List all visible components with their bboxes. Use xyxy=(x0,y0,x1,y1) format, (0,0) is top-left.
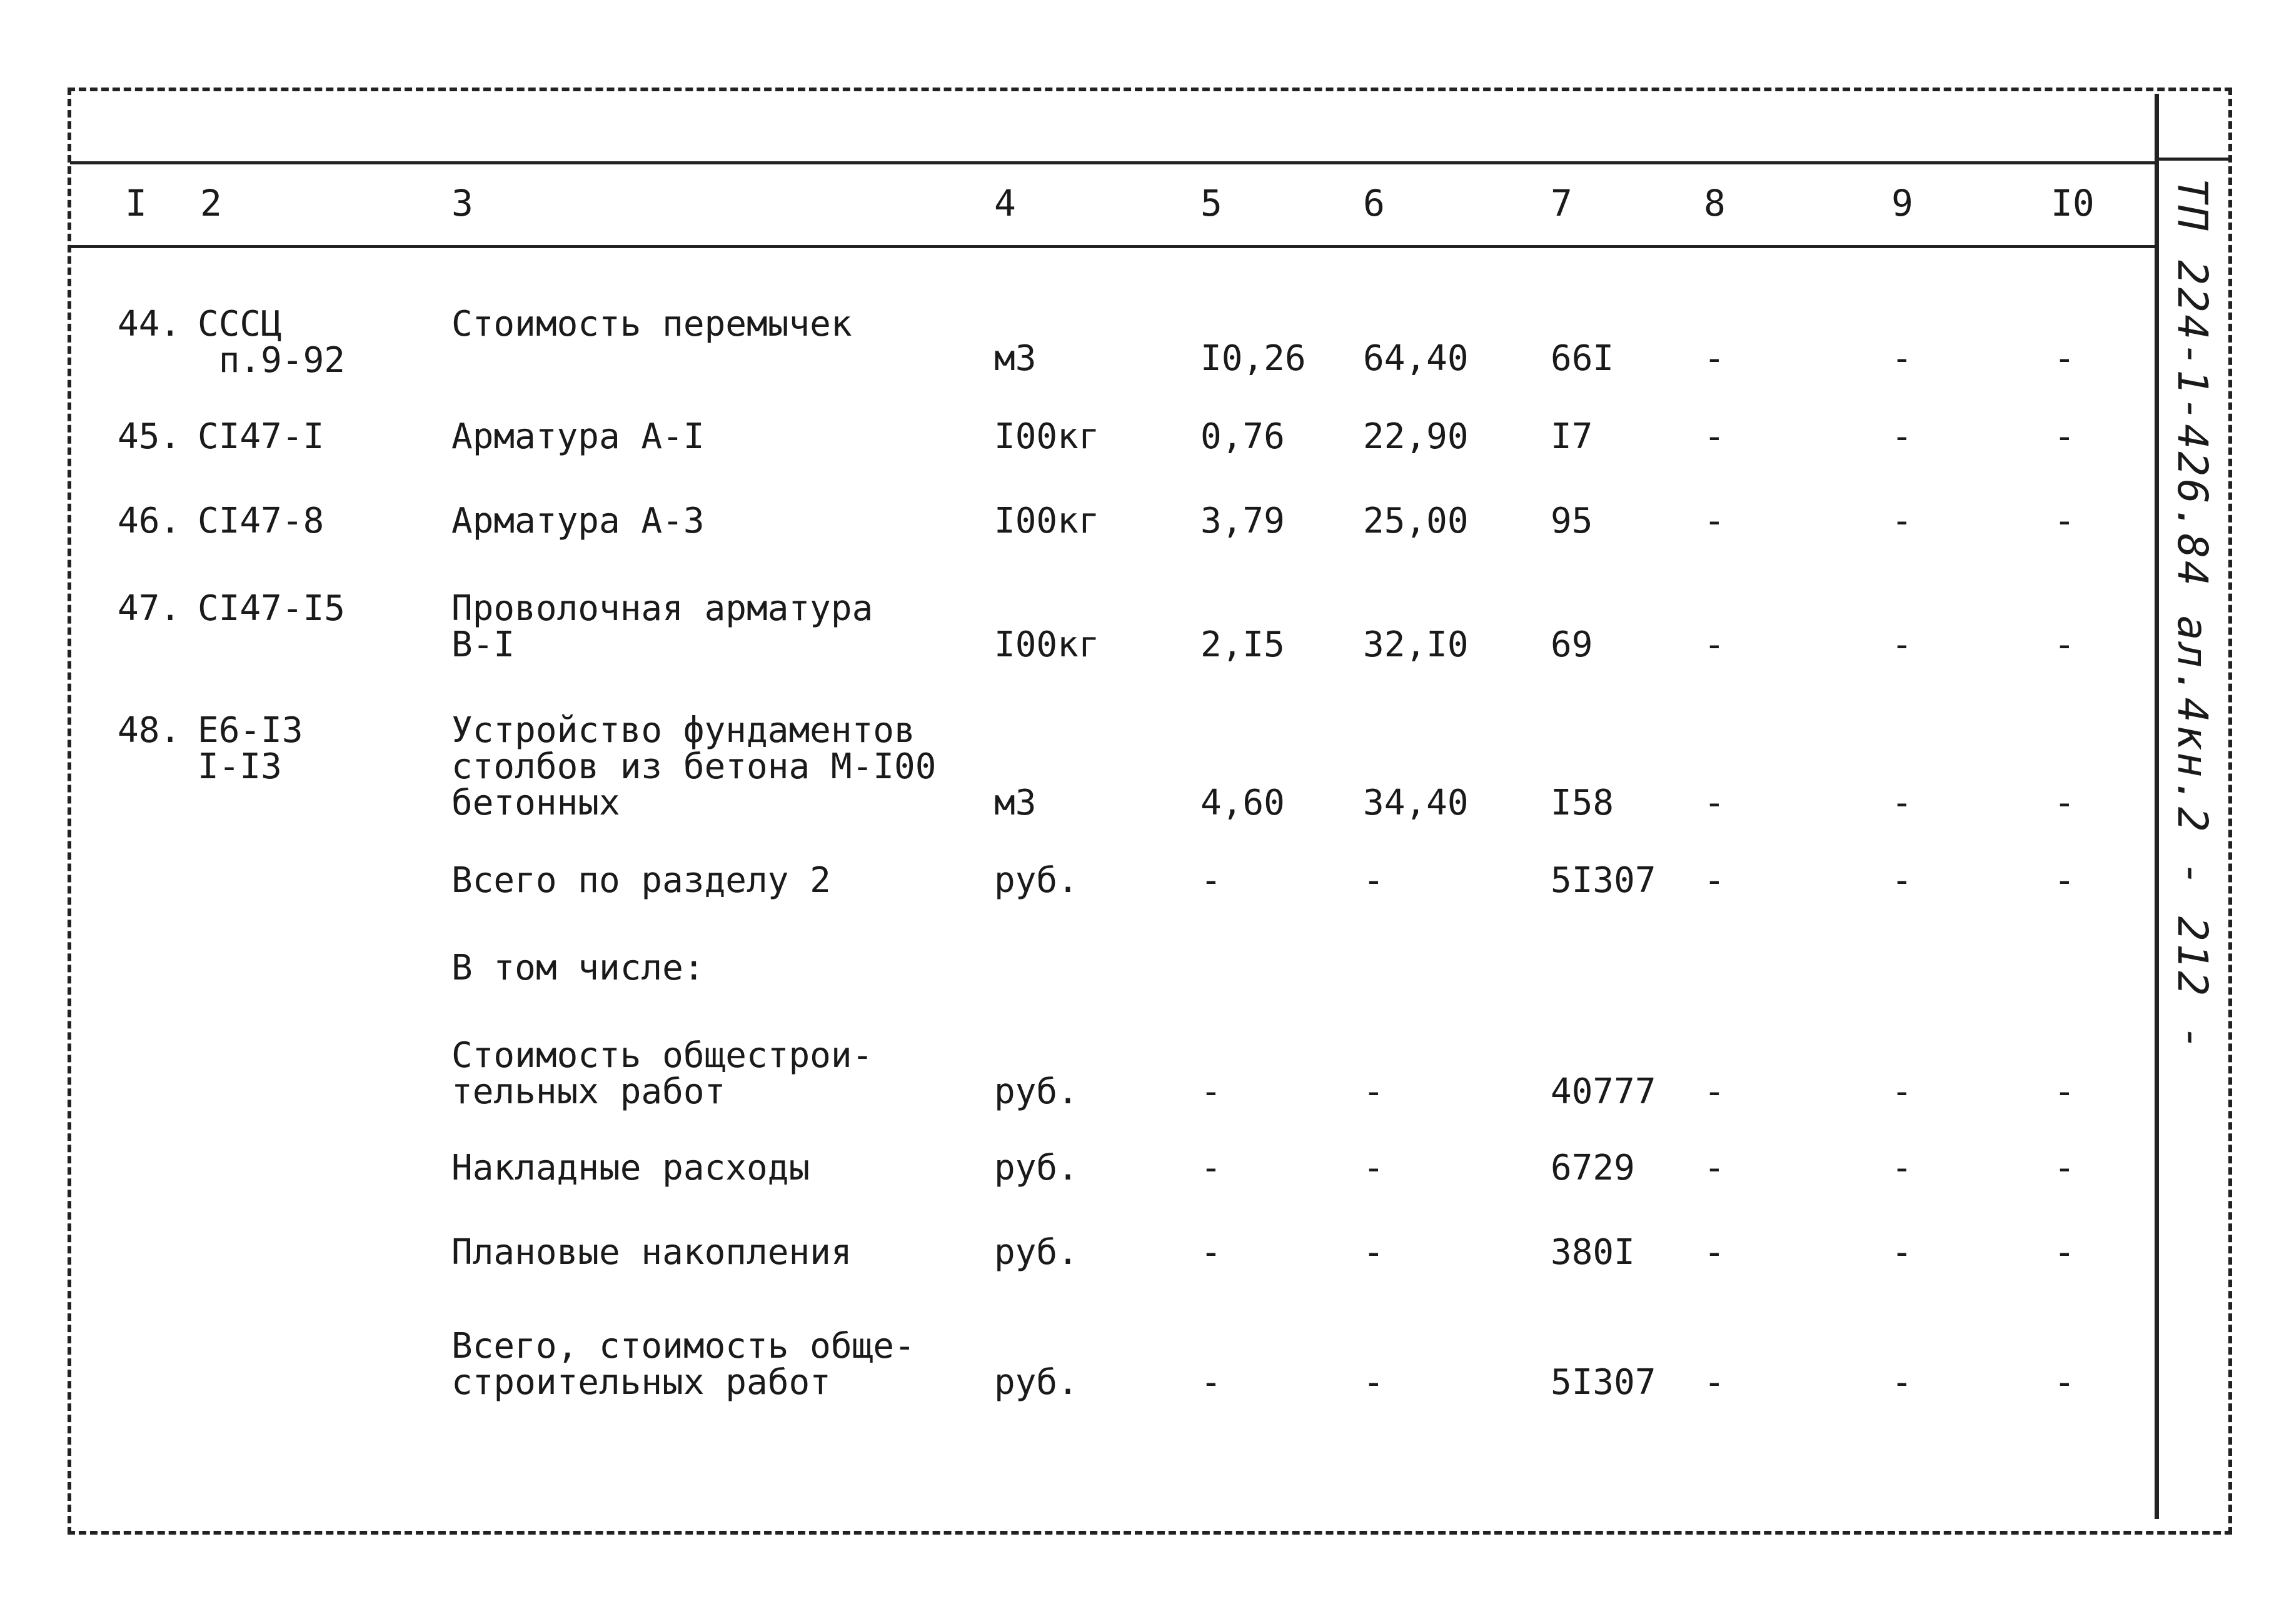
stamp-top-rule xyxy=(2159,158,2231,161)
row-3-num: 46. xyxy=(118,501,181,541)
row-5-c9: - xyxy=(1891,783,1913,823)
column-header-4: 4 xyxy=(994,182,1016,224)
row-1-price: 64,40 xyxy=(1363,338,1469,379)
row-9-total: 6729 xyxy=(1551,1148,1635,1188)
row-10-qty: - xyxy=(1200,1232,1222,1273)
row-4-name: Проволочная арматура В-I xyxy=(451,588,873,665)
row-3-c9: - xyxy=(1891,501,1913,541)
row-4-unit: I00кг xyxy=(994,624,1100,665)
row-6-total: 5I307 xyxy=(1551,860,1656,901)
row-10-unit: руб. xyxy=(994,1232,1079,1273)
row-4-price: 32,I0 xyxy=(1363,624,1469,665)
row-9-name: Накладные расходы xyxy=(451,1148,810,1188)
row-8-name: Стоимость общестрои- тельных работ xyxy=(451,1035,873,1112)
row-5-qty: 4,60 xyxy=(1200,783,1285,823)
row-5-total: I58 xyxy=(1551,783,1614,823)
row-1-total: 66I xyxy=(1551,338,1614,379)
header-top-rule xyxy=(70,161,2155,164)
row-8-c10: - xyxy=(2054,1071,2075,1112)
row-6-price: - xyxy=(1363,860,1384,901)
row-5-code: Е6-I3 I-I3 xyxy=(198,710,303,787)
stamp-divider xyxy=(2155,94,2159,1519)
column-header-2: 2 xyxy=(200,182,222,224)
column-header-6: 6 xyxy=(1363,182,1385,224)
row-8-total: 40777 xyxy=(1551,1071,1656,1112)
row-9-c9: - xyxy=(1891,1148,1913,1188)
row-4-c10: - xyxy=(2054,624,2075,665)
row-8-c8: - xyxy=(1704,1071,1725,1112)
row-3-name: Арматура А-3 xyxy=(451,501,705,541)
row-2-name: Арматура А-I xyxy=(451,416,705,457)
column-header-1: I xyxy=(125,182,147,224)
row-6-name: Всего по разделу 2 xyxy=(451,860,831,901)
column-header-9: 9 xyxy=(1891,182,1913,224)
row-9-qty: - xyxy=(1200,1148,1222,1188)
row-10-price: - xyxy=(1363,1232,1384,1273)
row-2-price: 22,90 xyxy=(1363,416,1469,457)
column-header-10: I0 xyxy=(2051,182,2095,224)
row-8-c9: - xyxy=(1891,1071,1913,1112)
row-4-total: 69 xyxy=(1551,624,1593,665)
document-stamp: ТП 224-1-426.84 ал.4кн.2 - 212 - xyxy=(2168,178,2216,1053)
row-8-qty: - xyxy=(1200,1071,1222,1112)
row-5-c8: - xyxy=(1704,783,1725,823)
row-8-price: - xyxy=(1363,1071,1384,1112)
row-4-c9: - xyxy=(1891,624,1913,665)
row-4-qty: 2,I5 xyxy=(1200,624,1285,665)
row-10-total: 380I xyxy=(1551,1232,1635,1273)
row-2-c10: - xyxy=(2054,416,2075,457)
row-11-name: Всего, стоимость обще- строительных работ xyxy=(451,1326,915,1403)
row-2-total: I7 xyxy=(1551,416,1593,457)
row-4-num: 47. xyxy=(118,588,181,629)
row-2-unit: I00кг xyxy=(994,416,1100,457)
row-6-c8: - xyxy=(1704,860,1725,901)
row-7-name: В том числе: xyxy=(451,948,705,988)
row-3-c10: - xyxy=(2054,501,2075,541)
row-9-unit: руб. xyxy=(994,1148,1079,1188)
row-5-c10: - xyxy=(2054,783,2075,823)
row-1-c8: - xyxy=(1704,338,1725,379)
column-header-3: 3 xyxy=(451,182,473,224)
row-2-c9: - xyxy=(1891,416,1913,457)
row-11-c10: - xyxy=(2054,1362,2075,1403)
row-2-qty: 0,76 xyxy=(1200,416,1285,457)
row-11-price: - xyxy=(1363,1362,1384,1403)
row-1-name: Стоимость перемычек xyxy=(451,304,852,344)
row-11-c9: - xyxy=(1891,1362,1913,1403)
row-1-num: 44. xyxy=(118,304,181,344)
header-bottom-rule xyxy=(70,245,2155,248)
row-4-c8: - xyxy=(1704,624,1725,665)
column-header-8: 8 xyxy=(1704,182,1726,224)
row-3-qty: 3,79 xyxy=(1200,501,1285,541)
row-8-unit: руб. xyxy=(994,1071,1079,1112)
row-1-c10: - xyxy=(2054,338,2075,379)
row-10-c10: - xyxy=(2054,1232,2075,1273)
row-1-unit: м3 xyxy=(994,338,1037,379)
row-3-total: 95 xyxy=(1551,501,1593,541)
row-3-c8: - xyxy=(1704,501,1725,541)
row-9-price: - xyxy=(1363,1148,1384,1188)
row-3-unit: I00кг xyxy=(994,501,1100,541)
row-6-unit: руб. xyxy=(994,860,1079,901)
row-11-qty: - xyxy=(1200,1362,1222,1403)
row-3-code: CI47-8 xyxy=(198,501,324,541)
row-5-name: Устройство фундаментов столбов из бетона М-I00 бетонных xyxy=(451,710,937,823)
row-4-code: CI47-I5 xyxy=(198,588,346,629)
row-10-name: Плановые накопления xyxy=(451,1232,852,1273)
row-5-unit: м3 xyxy=(994,783,1037,823)
row-2-code: CI47-I xyxy=(198,416,324,457)
row-2-num: 45. xyxy=(118,416,181,457)
column-header-7: 7 xyxy=(1551,182,1572,224)
row-10-c9: - xyxy=(1891,1232,1913,1273)
column-header-5: 5 xyxy=(1200,182,1222,224)
row-5-price: 34,40 xyxy=(1363,783,1469,823)
row-11-c8: - xyxy=(1704,1362,1725,1403)
row-1-qty: I0,26 xyxy=(1200,338,1306,379)
row-10-c8: - xyxy=(1704,1232,1725,1273)
row-2-c8: - xyxy=(1704,416,1725,457)
row-3-price: 25,00 xyxy=(1363,501,1469,541)
row-6-c9: - xyxy=(1891,860,1913,901)
row-11-total: 5I307 xyxy=(1551,1362,1656,1403)
row-6-c10: - xyxy=(2054,860,2075,901)
row-1-code: СССЦ п.9-92 xyxy=(198,304,346,381)
row-9-c10: - xyxy=(2054,1148,2075,1188)
row-5-num: 48. xyxy=(118,710,181,751)
row-11-unit: руб. xyxy=(994,1362,1079,1403)
row-1-c9: - xyxy=(1891,338,1913,379)
row-9-c8: - xyxy=(1704,1148,1725,1188)
row-6-qty: - xyxy=(1200,860,1222,901)
